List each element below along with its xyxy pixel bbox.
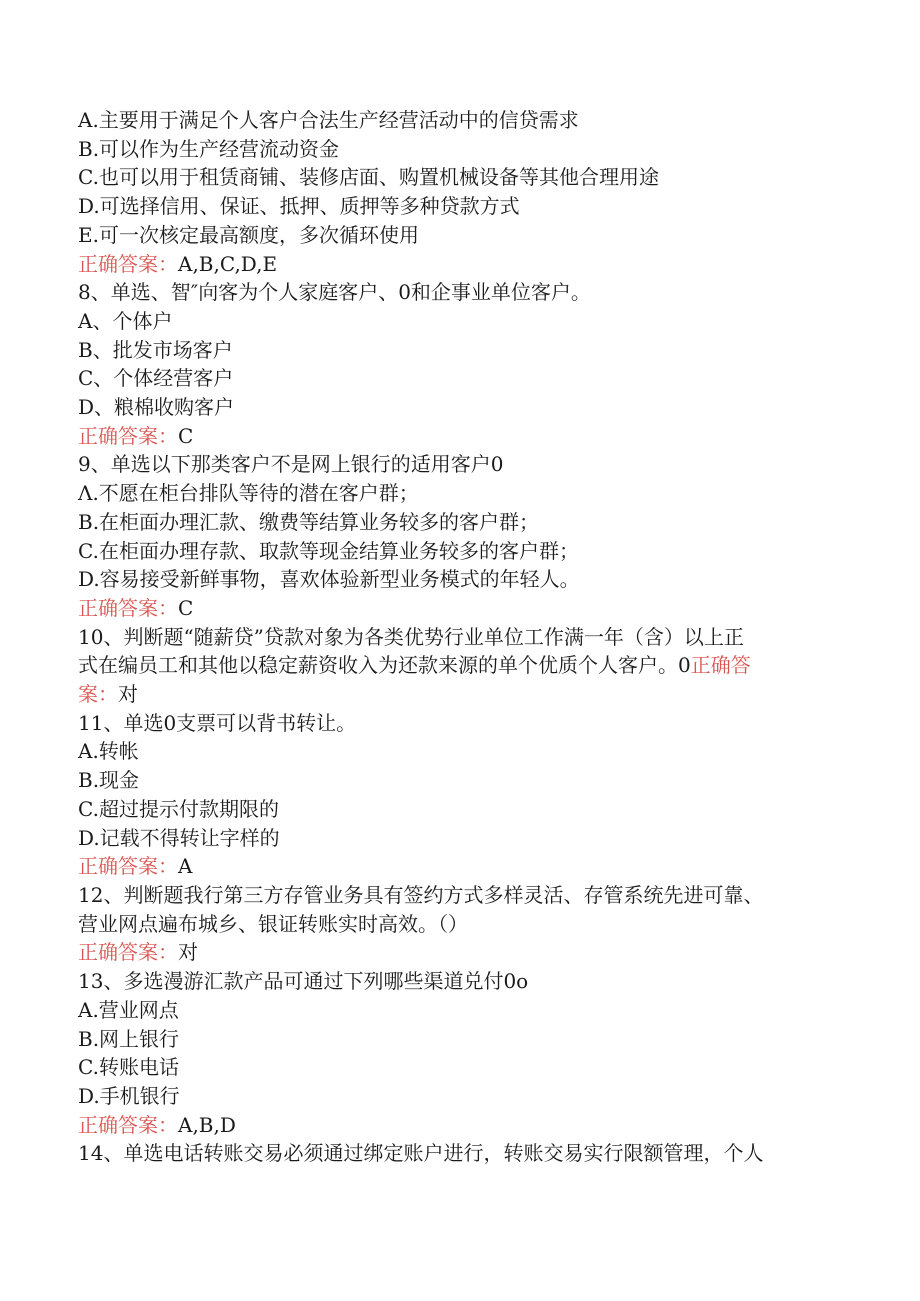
q13-option-b: B.网上银行 [78, 1026, 180, 1051]
q11-stem: 11、单选0支票可以背书转让。 [78, 710, 357, 735]
q10-answer-label-start: 正确答 [690, 653, 751, 678]
q14-stem-line1: 14、单选电话转账交易必须通过绑定账户进行，转账交易实行限额管理，个人 [78, 1141, 764, 1166]
answer-label: 正确答案： [78, 251, 178, 276]
answer-value: A,B,C,D,E [178, 251, 278, 276]
q13-option-c: C.转账电话 [78, 1055, 179, 1080]
q8-option-a: A、个体户 [78, 308, 173, 333]
q10-stem-line1: 10、判断题“随薪贷”贷款对象为各类优势行业单位工作满一年（含）以上正 [78, 624, 744, 649]
q9-option-b: B.在柜面办理汇款、缴费等结算业务较多的客户群； [78, 509, 540, 534]
answer-label: 正确答案： [78, 423, 178, 448]
q8-option-c: C、个体经营客户 [78, 366, 234, 391]
q7-option-a: A.主要用于满足个人客户合法生产经营活动中的信贷需求 [78, 108, 579, 132]
q9-option-c: C.在柜面办理存款、取款等现金结算业务较多的客户群； [78, 538, 579, 563]
q9-answer [78, 594, 838, 623]
q12-answer [78, 938, 838, 967]
q7-answer [78, 250, 838, 279]
q13-answer [78, 1111, 838, 1140]
q7-option-d: D.可选择信用、保证、抵押、质押等多种贷款方式 [78, 194, 520, 219]
q12-stem-line1: 12、判断题我行第三方存管业务具有签约方式多样灵活、存管系统先进可靠、 [78, 882, 764, 907]
q8-option-d: D、粮棉收购客户 [78, 395, 235, 420]
q10-answer-label-end: 案： [78, 682, 118, 707]
answer-label: 正确答案： [78, 595, 178, 620]
q11-option-a: A.转帐 [78, 739, 139, 764]
document-page [78, 106, 838, 1168]
answer-value: C [178, 595, 194, 620]
q9-stem: 9、单选以下那类客户不是网上银行的适用客户0 [78, 452, 504, 477]
answer-value: A,B,D [178, 1112, 236, 1137]
q10-answer [78, 680, 838, 709]
q10-stem-line2 [78, 651, 838, 680]
q8-answer [78, 422, 838, 451]
q8-stem: 8、单选、智″向客为个人家庭客户、0和企事业单位客户。 [78, 280, 591, 305]
answer-value: 对 [178, 940, 198, 965]
q13-option-d: D.手机银行 [78, 1083, 180, 1108]
answer-label: 正确答案： [78, 1112, 178, 1137]
q9-option-a: Λ.不愿在柜台排队等待的潜在客户群； [78, 481, 419, 506]
q13-option-a: A.营业网点 [78, 997, 179, 1022]
q11-option-b: B.现金 [78, 768, 140, 793]
q7-option-e: E.可一次核定最高额度，多次循环使用 [78, 222, 419, 247]
q10-stem-line2-text: 式在编员工和其他以稳定薪资收入为还款来源的单个优质个人客户。0 [78, 653, 691, 678]
q12-stem-line2: 营业网点遍布城乡、银证转账实时高效。（） [78, 911, 468, 936]
answer-value: 对 [118, 682, 138, 707]
answer-label: 正确答案： [78, 940, 178, 965]
q11-answer [78, 852, 838, 881]
q11-option-c: C.超过提示付款期限的 [78, 796, 279, 821]
q11-option-d: D.记载不得转让字样的 [78, 825, 280, 850]
answer-label: 正确答案： [78, 854, 178, 879]
q7-option-b: B.可以作为生产经营流动资金 [78, 136, 340, 161]
q13-stem: 13、多选漫游汇款产品可通过下列哪些渠道兑付0o [78, 969, 529, 994]
q9-option-d: D.容易接受新鲜事物，喜欢体验新型业务模式的年轻人。 [78, 567, 580, 592]
answer-value: C [178, 423, 194, 448]
q8-option-b: B、批发市场客户 [78, 337, 233, 362]
q7-option-c: C.也可以用于租赁商铺、装修店面、购置机械设备等其他合理用途 [78, 165, 659, 190]
answer-value: A [178, 854, 193, 879]
